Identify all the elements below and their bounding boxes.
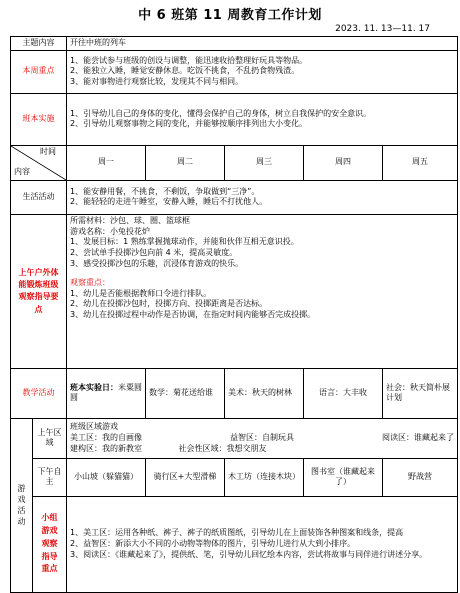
outdoor-key-line: 1、幼儿是否能根据教师口令进行排队。 bbox=[70, 288, 212, 298]
morning-area-content bbox=[67, 418, 458, 458]
theme-label: 主题内容 bbox=[11, 37, 67, 51]
area-art: 美工区：我的自画像 bbox=[70, 432, 142, 442]
teaching-tuesday: 数学：菊花送给谁 bbox=[146, 368, 225, 418]
plan-table bbox=[10, 36, 458, 593]
guide-line: 2、益智区：新添大小不同的小动物等物体的图片，引导幼儿进行从大到小排序。 bbox=[70, 538, 356, 548]
class-practice-line: 2、引导幼儿观察事物之间的变化，并能够按顺序排列出大小变化。 bbox=[70, 119, 308, 129]
afternoon-label: 下午自主 bbox=[33, 458, 67, 496]
life-line: 1、能安静用餐，不挑食，不剩饭，争取做到“三净”。 bbox=[70, 186, 260, 196]
weekly-focus-line: 1、能尝试参与班级的创设与调整，能迅速收拾整理好玩具等物品。 bbox=[70, 55, 308, 65]
teaching-wednesday: 美术：秋天的树林 bbox=[225, 368, 304, 418]
area-reading: 阅读区：谁藏起来了 bbox=[382, 432, 455, 442]
group-guide-content bbox=[67, 496, 458, 592]
teaching-label: 教学活动 bbox=[11, 368, 67, 418]
game-label: 游戏活动 bbox=[11, 418, 33, 592]
outdoor-line: 游戏名称：小兔投花炉 bbox=[70, 226, 150, 236]
observation-key-title: 观察重点： bbox=[70, 277, 110, 287]
teaching-prefix: 班本实验日： bbox=[70, 382, 118, 392]
day-header: 周二 bbox=[146, 145, 225, 180]
weekly-focus-content bbox=[67, 50, 458, 93]
class-practice-label: 班本实施 bbox=[11, 93, 67, 145]
area-puzzle: 益智区：自制玩具 bbox=[230, 432, 295, 442]
afternoon-tuesday: 骑行区+大型滑梯 bbox=[146, 458, 225, 496]
day-header: 周一 bbox=[67, 145, 146, 180]
area-social: 社会性区域：我想交朋友 bbox=[178, 443, 267, 453]
guide-line: 3、阅读区：《谁藏起来了》，提供纸、笔，引导幼儿回忆绘本内容，尝试将故事与同伴进行讲述分享。 bbox=[70, 549, 428, 559]
class-practice-content bbox=[67, 93, 458, 145]
outdoor-key-line: 3、幼儿在投掷过程中动作是否协调，在指定时间内能够否完成投掷。 bbox=[70, 310, 316, 320]
teaching-text: 米粟圆圆 bbox=[70, 382, 142, 403]
area-build: 建构区：我的新教室 bbox=[70, 443, 142, 453]
weekly-focus-line: 3、能对事物进行观察比较，发现其不同与相同。 bbox=[70, 77, 244, 87]
morning-area-label: 上午区域 bbox=[33, 418, 67, 458]
date-range: 2023. 11. 13—11. 17 bbox=[335, 24, 430, 34]
life-content bbox=[67, 180, 458, 214]
teaching-friday: 社会：秋天简朴展计划 bbox=[383, 368, 458, 418]
theme-value: 开往中班的列车 bbox=[67, 37, 458, 51]
outdoor-label: 上午户外体能锻炼班级观察指导要点 bbox=[11, 214, 67, 368]
page-title: 中 6 班第 11 周教育工作计划 bbox=[138, 8, 322, 23]
day-header: 周五 bbox=[383, 145, 458, 180]
header-time: 时间 bbox=[40, 146, 56, 156]
outdoor-line: 3、感受投掷沙包的乐趣，沉浸体育游戏的快乐。 bbox=[70, 258, 244, 268]
weekly-focus-label: 本周重点 bbox=[11, 50, 67, 93]
day-header: 周四 bbox=[304, 145, 383, 180]
afternoon-monday: 小山坡（躲猫猫） bbox=[67, 458, 146, 496]
outdoor-line: 所需材料：沙包、球、圈、篮球框 bbox=[70, 215, 190, 225]
morning-line: 班级区域游戏 bbox=[70, 422, 118, 432]
outdoor-line: 1、发展目标：1 熟练掌握抛球动作，并能和伙伴互相无意识投。 bbox=[70, 237, 299, 247]
outdoor-key-line: 2、幼儿在投掷沙包时，投掷方向、投掷距离是否达标。 bbox=[70, 299, 268, 309]
life-line: 2、能轻轻的走进午睡室，安静入睡，睡后不打扰他人。 bbox=[70, 197, 268, 207]
weekly-focus-line: 2、能独立入睡，睡觉安静休息。吃饭不挑食，不乱扔食物残渣。 bbox=[70, 66, 300, 76]
guide-line: 1、美工区：运用各种纸、裤子、裤子的纸质图纸，引导幼儿在上面装饰各种图案和线条，提高 bbox=[70, 528, 404, 538]
header-diagonal-cell bbox=[11, 145, 67, 180]
afternoon-friday: 野战营 bbox=[383, 458, 458, 496]
header-content: 内容 bbox=[14, 167, 30, 176]
outdoor-line: 2、尝试单手投掷沙包向前 4 米，提高灵敏度。 bbox=[70, 248, 238, 258]
group-guide-label: 小组游戏观察指导重点 bbox=[33, 496, 67, 592]
outdoor-content bbox=[67, 214, 458, 368]
afternoon-wednesday: 木工坊（连接木块） bbox=[225, 458, 304, 496]
teaching-monday bbox=[67, 368, 146, 418]
teaching-thursday: 语言：大丰收 bbox=[304, 368, 383, 418]
morning-areas-row bbox=[70, 433, 454, 444]
class-practice-line: 1、引导幼儿自己的身体的变化，懂得会保护自己的身体，树立自我保护的安全意识。 bbox=[70, 108, 372, 118]
morning-areas-row2 bbox=[70, 444, 454, 455]
life-label: 生活活动 bbox=[11, 180, 67, 214]
afternoon-thursday: 图书室（谁藏起来了） bbox=[304, 458, 383, 496]
day-header: 周三 bbox=[225, 145, 304, 180]
